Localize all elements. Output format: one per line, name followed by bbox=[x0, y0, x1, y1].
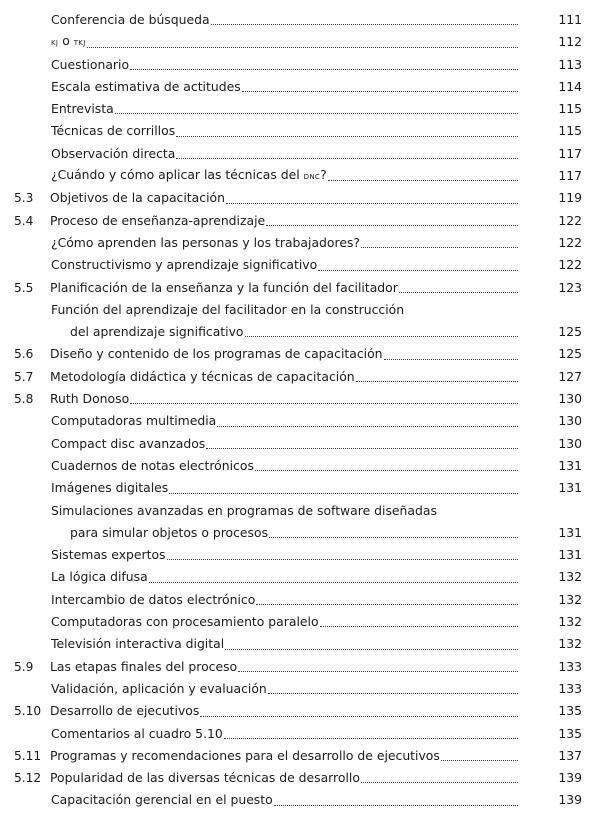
toc-entry bbox=[0, 299, 600, 344]
page-number: 113 bbox=[558, 56, 582, 72]
toc-entry bbox=[0, 723, 600, 745]
toc-entry bbox=[0, 9, 600, 31]
page-number: 133 bbox=[558, 680, 582, 696]
dot-leader bbox=[328, 180, 518, 181]
toc-entry bbox=[0, 433, 600, 455]
section-number: 5.3 bbox=[14, 191, 34, 206]
page-number: 119 bbox=[558, 190, 582, 206]
page-number: 131 bbox=[558, 457, 582, 473]
toc-entry bbox=[0, 76, 600, 98]
toc-entry bbox=[0, 566, 600, 588]
dot-leader bbox=[200, 716, 518, 717]
page-number: 115 bbox=[558, 101, 582, 117]
entry-title-text: Las etapas finales del proceso bbox=[50, 658, 238, 674]
entry-title-text: Escala estimativa de actitudes bbox=[51, 78, 241, 94]
entry-title-text: Diseño y contenido de los programas de capacitación bbox=[50, 346, 383, 362]
dot-leader bbox=[256, 604, 518, 605]
entry-title bbox=[51, 723, 518, 745]
entry-title bbox=[51, 678, 518, 700]
dot-leader bbox=[115, 113, 518, 114]
dot-leader bbox=[226, 203, 518, 204]
toc-entry bbox=[0, 477, 600, 499]
toc-entry bbox=[0, 388, 600, 410]
entry-title-text: para simular objetos o procesos bbox=[70, 524, 269, 540]
dot-leader bbox=[361, 247, 518, 248]
entry-title-text: Metodología didáctica y técnicas de capacitación bbox=[50, 368, 355, 384]
entry-title-line: Función del aprendizaje del facilitador en la construcción bbox=[51, 301, 405, 317]
entry-title bbox=[50, 187, 518, 209]
toc-entry bbox=[0, 767, 600, 789]
entry-title-text: Entrevista bbox=[51, 101, 114, 117]
dot-leader bbox=[169, 493, 518, 494]
entry-title bbox=[51, 633, 518, 655]
entry-title bbox=[51, 76, 518, 98]
entry-title-text: Cuadernos de notas electrónicos bbox=[51, 457, 254, 473]
toc-entry bbox=[0, 143, 600, 165]
dot-leader bbox=[274, 805, 518, 806]
entry-title-text: Televisión interactiva digital bbox=[51, 636, 225, 652]
entry-title bbox=[51, 9, 518, 31]
toc-entry bbox=[0, 31, 600, 53]
page-number: 122 bbox=[558, 257, 582, 273]
entry-title-line: Simulaciones avanzadas en programas de software diseñadas bbox=[51, 502, 437, 518]
toc-entry bbox=[0, 789, 600, 811]
section-number: 5.11 bbox=[14, 748, 42, 763]
entry-title-text: Proceso de enseñanza-aprendizaje bbox=[50, 212, 266, 228]
entry-title bbox=[51, 410, 518, 432]
dot-leader bbox=[149, 582, 518, 583]
page-number: 125 bbox=[558, 346, 582, 362]
entry-title-text: Observación directa bbox=[51, 145, 176, 161]
dot-leader bbox=[167, 559, 518, 560]
page-number: 131 bbox=[558, 547, 582, 563]
table-of-contents bbox=[0, 9, 600, 812]
dot-leader bbox=[176, 136, 518, 137]
page-number: 133 bbox=[558, 658, 582, 674]
entry-title-text: Sistemas expertos bbox=[51, 547, 166, 563]
dot-leader bbox=[225, 649, 518, 650]
dot-leader bbox=[255, 470, 518, 471]
toc-entry bbox=[0, 745, 600, 767]
section-number: 5.10 bbox=[14, 704, 42, 719]
entry-title bbox=[51, 54, 518, 76]
section-number: 5.4 bbox=[14, 213, 34, 228]
entry-title-text: Computadoras multimedia bbox=[51, 413, 217, 429]
entry-title-text: ¿Cuándo y cómo aplicar las técnicas del dnc? bbox=[51, 167, 327, 183]
page-number: 137 bbox=[558, 747, 582, 763]
entry-title bbox=[50, 656, 518, 678]
section-number: 5.8 bbox=[14, 392, 34, 407]
entry-title bbox=[50, 210, 518, 232]
entry-title-text: Validación, aplicación y evaluación bbox=[51, 680, 267, 696]
entry-title-text: Computadoras con procesamiento paralelo bbox=[51, 614, 319, 630]
toc-entry bbox=[0, 633, 600, 655]
page-number: 132 bbox=[558, 614, 582, 630]
page-number: 111 bbox=[558, 12, 582, 27]
entry-title bbox=[51, 254, 518, 276]
entry-title-text: Ruth Donoso bbox=[50, 391, 130, 407]
toc-entry bbox=[0, 656, 600, 678]
entry-title bbox=[50, 343, 518, 365]
page-number: 117 bbox=[558, 145, 582, 161]
entry-title-text: Comentarios al cuadro 5.10 bbox=[51, 725, 223, 741]
entry-title-text: Técnicas de corrillos bbox=[51, 123, 176, 139]
toc-entry bbox=[0, 544, 600, 566]
dot-leader bbox=[176, 158, 518, 159]
entry-title-text: kj o tkj bbox=[51, 33, 86, 49]
dot-leader bbox=[441, 760, 518, 761]
toc-entry bbox=[0, 678, 600, 700]
page-number: 131 bbox=[558, 524, 582, 540]
entry-title bbox=[51, 98, 518, 120]
dot-leader bbox=[211, 24, 518, 25]
entry-title bbox=[51, 433, 518, 455]
entry-title bbox=[51, 544, 518, 566]
dot-leader bbox=[242, 91, 518, 92]
entry-title bbox=[50, 366, 518, 388]
toc-entry bbox=[0, 455, 600, 477]
dot-leader bbox=[268, 693, 518, 694]
entry-title-text: Desarrollo de ejecutivos bbox=[50, 703, 200, 719]
section-number: 5.12 bbox=[14, 771, 42, 786]
page-number: 135 bbox=[558, 725, 582, 741]
section-number: 5.5 bbox=[14, 280, 34, 295]
page-number: 130 bbox=[558, 435, 582, 451]
dot-leader bbox=[224, 738, 518, 739]
dot-leader bbox=[245, 336, 518, 337]
page-number: 130 bbox=[558, 391, 582, 407]
entry-title bbox=[51, 120, 518, 142]
entry-title-text: Popularidad de las diversas técnicas de desarrollo bbox=[50, 770, 360, 786]
entry-title-text: del aprendizaje significativo bbox=[70, 324, 244, 340]
toc-entry bbox=[0, 410, 600, 432]
entry-title-text: La lógica difusa bbox=[51, 569, 148, 585]
section-number: 5.7 bbox=[14, 369, 34, 384]
dot-leader bbox=[384, 359, 518, 360]
page-number: 130 bbox=[558, 413, 582, 429]
dot-leader bbox=[361, 782, 518, 783]
dot-leader bbox=[399, 292, 518, 293]
entry-title-text: Capacitación gerencial en el puesto bbox=[51, 792, 273, 808]
entry-title bbox=[51, 589, 518, 611]
page-number: 112 bbox=[558, 34, 582, 50]
entry-title-text: Compact disc avanzados bbox=[51, 435, 206, 451]
entry-title bbox=[51, 455, 518, 477]
entry-title bbox=[70, 522, 518, 544]
entry-title-text: Objetivos de la capacitación bbox=[50, 190, 225, 206]
page-number: 139 bbox=[558, 770, 582, 786]
page-number: 131 bbox=[558, 480, 582, 496]
section-number: 5.6 bbox=[14, 347, 34, 362]
toc-entry bbox=[0, 98, 600, 120]
entry-title-text: Conferencia de búsqueda bbox=[51, 12, 210, 27]
entry-title-text: Programas y recomendaciones para el desarrollo de ejecutivos bbox=[50, 747, 440, 763]
entry-title bbox=[51, 31, 518, 53]
entry-title bbox=[50, 277, 518, 299]
toc-entry bbox=[0, 210, 600, 232]
page-number: 132 bbox=[558, 569, 582, 585]
page-number: 114 bbox=[558, 78, 582, 94]
toc-entry bbox=[0, 366, 600, 388]
page-number: 125 bbox=[558, 324, 582, 340]
page-number: 115 bbox=[558, 123, 582, 139]
toc-entry bbox=[0, 611, 600, 633]
toc-entry bbox=[0, 165, 600, 187]
dot-leader bbox=[266, 225, 518, 226]
dot-leader bbox=[217, 426, 518, 427]
page-number: 117 bbox=[558, 168, 582, 184]
entry-title-text: Constructivismo y aprendizaje significativo bbox=[51, 257, 318, 273]
toc-entry bbox=[0, 254, 600, 276]
dot-leader bbox=[130, 403, 518, 404]
dot-leader bbox=[206, 448, 518, 449]
entry-title bbox=[50, 745, 518, 767]
toc-entry bbox=[0, 232, 600, 254]
entry-title bbox=[51, 566, 518, 588]
page-number: 135 bbox=[558, 703, 582, 719]
entry-title-text: Cuestionario bbox=[51, 56, 130, 72]
page-number: 122 bbox=[558, 234, 582, 250]
page-number: 123 bbox=[558, 279, 582, 295]
entry-title bbox=[51, 611, 518, 633]
section-number: 5.9 bbox=[14, 659, 34, 674]
page-number: 122 bbox=[558, 212, 582, 228]
toc-entry bbox=[0, 500, 600, 545]
entry-title bbox=[51, 789, 518, 811]
toc-entry bbox=[0, 187, 600, 209]
dot-leader bbox=[318, 270, 518, 271]
entry-title bbox=[51, 165, 518, 187]
entry-title bbox=[51, 143, 518, 165]
entry-title bbox=[51, 232, 518, 254]
page-number: 132 bbox=[558, 591, 582, 607]
dot-leader bbox=[269, 537, 518, 538]
page-number: 139 bbox=[558, 792, 582, 808]
toc-entry bbox=[0, 589, 600, 611]
page-number: 127 bbox=[558, 368, 582, 384]
entry-title bbox=[50, 388, 518, 410]
toc-entry bbox=[0, 700, 600, 722]
entry-title-text: Planificación de la enseñanza y la función del facilitador bbox=[50, 279, 398, 295]
entry-title bbox=[51, 477, 518, 499]
entry-title bbox=[70, 321, 518, 343]
dot-leader bbox=[356, 381, 518, 382]
page-number: 132 bbox=[558, 636, 582, 652]
entry-title-text: ¿Cómo aprenden las personas y los trabajadores? bbox=[51, 234, 360, 250]
dot-leader bbox=[87, 47, 518, 48]
dot-leader bbox=[320, 626, 518, 627]
toc-entry bbox=[0, 277, 600, 299]
dot-leader bbox=[238, 671, 518, 672]
toc-entry bbox=[0, 120, 600, 142]
toc-entry bbox=[0, 54, 600, 76]
dot-leader bbox=[130, 69, 518, 70]
toc-entry bbox=[0, 343, 600, 365]
entry-title-text: Imágenes digitales bbox=[51, 480, 169, 496]
entry-title bbox=[50, 767, 518, 789]
entry-title-text: Intercambio de datos electrónico bbox=[51, 591, 256, 607]
entry-title bbox=[50, 700, 518, 722]
